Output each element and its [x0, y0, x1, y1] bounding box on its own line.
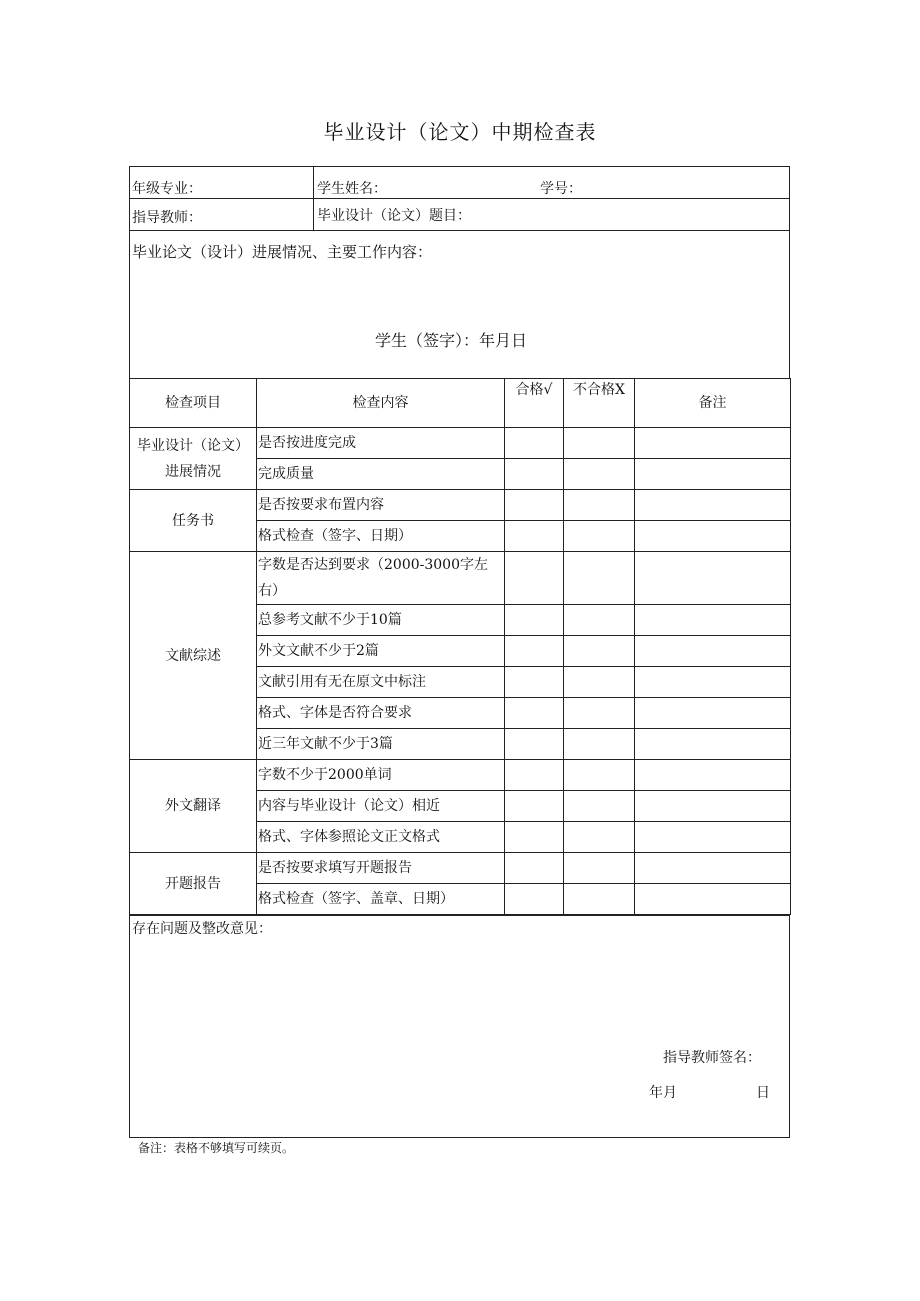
remark-cell[interactable] — [635, 521, 791, 552]
fail-cell[interactable] — [564, 521, 635, 552]
remark-cell[interactable] — [635, 667, 791, 698]
fail-cell[interactable] — [564, 667, 635, 698]
fail-cell[interactable] — [564, 490, 635, 521]
header-remark: 备注 — [635, 379, 791, 428]
check-item: 是否按要求填写开题报告 — [257, 853, 505, 884]
check-item: 内容与毕业设计（论文）相近 — [257, 791, 505, 822]
fail-cell[interactable] — [564, 822, 635, 853]
check-category: 开题报告 — [130, 853, 257, 915]
remark-cell[interactable] — [635, 459, 791, 490]
remark-cell[interactable] — [635, 490, 791, 521]
advisor-field[interactable]: 指导教师： — [132, 210, 202, 226]
fail-cell[interactable] — [564, 760, 635, 791]
fail-cell[interactable] — [564, 884, 635, 915]
remark-cell[interactable] — [635, 428, 791, 459]
student-signature-line: 学生（签字）：年月日 — [375, 331, 528, 350]
header-content: 检查内容 — [257, 379, 505, 428]
check-item: 字数不少于2000单词 — [257, 760, 505, 791]
pass-cell[interactable] — [505, 667, 564, 698]
check-table — [129, 378, 791, 915]
table-header-row — [130, 379, 791, 428]
pass-cell[interactable] — [505, 605, 564, 636]
remark-cell[interactable] — [635, 729, 791, 760]
fail-cell[interactable] — [564, 791, 635, 822]
table-row — [130, 760, 791, 791]
remark-cell[interactable] — [635, 791, 791, 822]
header-item: 检查项目 — [130, 379, 257, 428]
remark-cell[interactable] — [635, 853, 791, 884]
remark-cell[interactable] — [635, 698, 791, 729]
check-item: 外文文献不少于2篇 — [257, 636, 505, 667]
check-item: 是否按要求布置内容 — [257, 490, 505, 521]
info-column-divider — [313, 166, 314, 231]
pass-cell[interactable] — [505, 521, 564, 552]
pass-cell[interactable] — [505, 729, 564, 760]
remark-cell[interactable] — [635, 884, 791, 915]
progress-heading: 毕业论文（设计）进展情况、主要工作内容： — [132, 243, 433, 261]
topic-field[interactable]: 毕业设计（论文）题目： — [317, 208, 471, 224]
student-id-field[interactable]: 学号： — [540, 181, 582, 197]
remark-cell[interactable] — [635, 760, 791, 791]
header-fail: 不合格X — [564, 379, 635, 428]
fail-cell[interactable] — [564, 729, 635, 760]
fail-cell[interactable] — [564, 698, 635, 729]
remark-cell[interactable] — [635, 605, 791, 636]
issues-heading: 存在问题及整改意见： — [132, 921, 272, 937]
pass-cell[interactable] — [505, 853, 564, 884]
fail-cell[interactable] — [564, 605, 635, 636]
issues-section[interactable] — [129, 915, 790, 1138]
pass-cell[interactable] — [505, 698, 564, 729]
pass-cell[interactable] — [505, 490, 564, 521]
remark-cell[interactable] — [635, 822, 791, 853]
date-day: 日 — [756, 1085, 770, 1101]
check-category: 毕业设计（论文）进展情况 — [130, 428, 257, 490]
check-item: 是否按进度完成 — [257, 428, 505, 459]
fail-cell[interactable] — [564, 459, 635, 490]
pass-cell[interactable] — [505, 822, 564, 853]
check-item: 近三年文献不少于3篇 — [257, 729, 505, 760]
table-row — [130, 853, 791, 884]
footnote: 备注：表格不够填写可续页。 — [138, 1141, 295, 1155]
check-category: 任务书 — [130, 490, 257, 552]
table-row — [130, 552, 791, 605]
page-title: 毕业设计（论文）中期检查表 — [323, 120, 597, 144]
check-item: 格式、字体参照论文正文格式 — [257, 822, 505, 853]
check-item: 字数是否达到要求（2000-3000字左右） — [257, 552, 505, 605]
pass-cell[interactable] — [505, 459, 564, 490]
info-divider — [129, 198, 790, 199]
check-item: 格式检查（签字、日期） — [257, 521, 505, 552]
remark-cell[interactable] — [635, 636, 791, 667]
check-item: 文献引用有无在原文中标注 — [257, 667, 505, 698]
pass-cell[interactable] — [505, 552, 564, 605]
advisor-signature-line: 指导教师签名： — [663, 1050, 761, 1066]
pass-cell[interactable] — [505, 636, 564, 667]
check-category: 文献综述 — [130, 552, 257, 760]
table-row — [130, 428, 791, 459]
check-item: 格式、字体是否符合要求 — [257, 698, 505, 729]
check-item: 格式检查（签字、盖章、日期） — [257, 884, 505, 915]
remark-cell[interactable] — [635, 552, 791, 605]
pass-cell[interactable] — [505, 791, 564, 822]
fail-cell[interactable] — [564, 853, 635, 884]
table-row — [130, 490, 791, 521]
fail-cell[interactable] — [564, 552, 635, 605]
header-pass: 合格√ — [505, 379, 564, 428]
check-category: 外文翻译 — [130, 760, 257, 853]
check-item: 完成质量 — [257, 459, 505, 490]
pass-cell[interactable] — [505, 884, 564, 915]
fail-cell[interactable] — [564, 428, 635, 459]
date-year-month: 年月 — [649, 1085, 677, 1101]
student-name-field[interactable]: 学生姓名： — [317, 181, 387, 197]
grade-major-field[interactable]: 年级专业： — [132, 181, 202, 197]
pass-cell[interactable] — [505, 760, 564, 791]
fail-cell[interactable] — [564, 636, 635, 667]
pass-cell[interactable] — [505, 428, 564, 459]
check-item: 总参考文献不少于10篇 — [257, 605, 505, 636]
